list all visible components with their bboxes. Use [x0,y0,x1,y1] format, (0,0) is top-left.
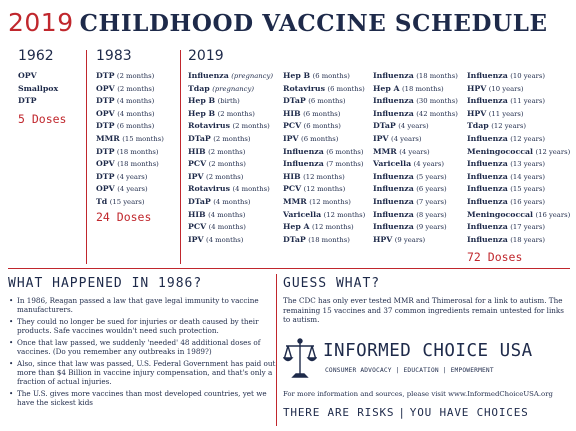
vaccine-item [188,234,273,247]
vaccine-name: HPV [467,83,487,93]
vaccine-name: Influenza [467,171,508,181]
vaccine-name: DTaP [188,133,211,143]
list-2019-col-2 [283,70,365,246]
vaccine-item [283,133,365,146]
vaccine-item [467,171,570,184]
vaccine-name: HIB [283,171,301,181]
vaccine-age: (4 years) [413,160,445,169]
vaccine-age: (4 months) [232,185,270,194]
vaccine-name: DTP [96,121,115,131]
guess-what-heading: GUESS WHAT? [283,276,381,291]
list-1983 [96,70,164,209]
vaccine-age: (11 years) [488,109,524,118]
logo-name: INFORMED CHOICE USA [323,341,533,361]
vaccine-item [373,234,458,247]
vaccine-age: (8 years) [416,210,447,219]
doses-2019: 72 Doses [467,250,523,264]
vaccine-item [467,158,570,171]
vaccine-name: Influenza [373,108,414,118]
vaccine-item [96,196,164,209]
vaccine-name: Hep B [283,71,311,80]
vaccine-name: DTP [96,146,115,156]
vaccine-name: Influenza [188,71,229,80]
vaccine-age: (6 months) [308,97,346,106]
vaccine-age: (18 months) [117,160,159,169]
vaccine-name: OPV [96,159,115,169]
vaccine-age: (18 months) [402,84,444,93]
vaccine-item [188,70,273,83]
vaccine-item [188,221,273,234]
vaccine-item [283,234,365,247]
vaccine-name: Influenza [373,71,414,80]
vaccine-name: IPV [283,133,299,143]
vaccine-item [373,171,458,184]
section-divider [8,268,570,269]
vaccine-age: (9 years) [416,223,447,232]
vaccine-age: (6 years) [416,185,447,194]
vaccine-item [188,158,273,171]
vaccine-item [96,146,164,159]
vaccine-name: HIB [188,146,206,156]
vaccine-item [283,83,365,96]
what-happened-heading: WHAT HAPPENED IN 1986? [8,276,203,291]
vaccine-age: (30 months) [416,97,458,106]
vaccine-name: PCV [283,184,302,194]
vaccine-name: HPV [373,234,393,244]
vaccine-name: OPV [96,83,115,93]
vaccine-item [373,133,458,146]
vaccine-item [283,209,365,222]
vaccine-age: (2 months) [117,84,155,93]
vaccine-age: (4 years) [391,134,422,143]
divider-1983-2019 [180,50,181,264]
vaccine-age: (2 months) [116,72,155,80]
vaccine-item [467,70,570,83]
vaccine-age: (42 months) [416,109,458,118]
vaccine-age: (2 months) [217,109,255,118]
vaccine-age: (6 months) [116,122,155,131]
vaccine-item [373,209,458,222]
vaccine-item [18,83,58,96]
vaccine-age: (4 years) [399,147,430,156]
vaccine-age: (16 years) [510,197,546,206]
vaccine-name: Influenza [283,159,324,169]
vaccine-item [373,108,458,121]
vaccine-age: (18 years) [510,235,546,244]
vaccine-item [283,171,365,184]
title-text: CHILDHOOD VACCINE SCHEDULE [79,10,548,37]
vaccine-name: Influenza [467,133,508,143]
vaccine-item [96,83,164,96]
vaccine-age: (17 years) [510,223,546,232]
vaccine-name: HIB [283,108,301,118]
vaccine-age: (2 months) [206,172,244,181]
divider-bottom [276,274,277,426]
vaccine-age: (2 months) [208,147,246,156]
bullet-item: • They could no longer be sued for injuries or death caused by their products. Safe vaccines wouldn't need such protection. [8,317,280,335]
vaccine-age: (pregnancy) [231,72,273,80]
list-2019-col-4 [467,70,570,246]
vaccine-age: (11 years) [510,97,546,106]
tagline-separator: | [398,406,406,419]
vaccine-item [188,209,273,222]
vaccine-name: HIB [188,209,206,219]
vaccine-age: (4 months) [116,97,155,106]
vaccine-age: (6 months) [303,122,341,131]
heading-2019: 2019 [188,48,224,64]
divider-1962-1983 [86,50,87,264]
vaccine-name: Tdap [467,121,489,131]
vaccine-item [373,83,458,96]
vaccine-name: Rotavirus [188,121,230,131]
vaccine-name: Smallpox [18,83,59,93]
vaccine-name: DTaP [283,234,306,244]
vaccine-name: DTaP [283,96,306,106]
vaccine-age: (pregnancy) [212,84,254,93]
vaccine-name: Influenza [467,222,508,232]
vaccine-item [96,171,164,184]
what-happened-bullets [8,296,280,410]
logo-tagline: CONSUMER ADVOCACY | EDUCATION | EMPOWERMENT [325,367,494,374]
vaccine-name: Influenza [467,184,508,194]
vaccine-age: (12 months) [309,197,351,206]
title-year: 2019 [8,8,74,37]
vaccine-name: Hep B [188,108,216,118]
vaccine-item [96,70,164,83]
vaccine-item [283,158,365,171]
vaccine-item [467,196,570,209]
vaccine-item [188,120,273,133]
vaccine-age: (5 years) [416,172,447,181]
heading-1962: 1962 [18,48,54,64]
vaccine-age: (12 years) [510,134,546,143]
vaccine-age: (6 months) [303,109,341,118]
vaccine-name: Varicella [283,209,322,219]
vaccine-name: Influenza [373,222,414,232]
heading-1983: 1983 [96,48,132,64]
vaccine-item [96,108,164,121]
vaccine-name: Td [96,196,108,206]
vaccine-age: (18 months) [116,147,159,156]
vaccine-item [188,133,273,146]
vaccine-name: Influenza [467,96,508,106]
bottom-tagline [283,406,529,419]
vaccine-name: Tdap [188,83,210,93]
vaccine-item [96,158,164,171]
vaccine-item [373,196,458,209]
vaccine-age: (12 years) [535,147,571,156]
vaccine-name: OPV [96,184,115,194]
vaccine-name: Influenza [373,209,414,219]
vaccine-item [283,120,365,133]
tagline-left: THERE ARE RISKS [283,406,395,419]
vaccine-age: (10 years) [488,84,524,93]
vaccine-age: (15 years) [510,185,546,194]
vaccine-age: (16 years) [535,210,571,219]
vaccine-name: DTaP [188,196,211,206]
vaccine-age: (2 months) [208,160,246,169]
vaccine-item [188,183,273,196]
vaccine-age: (7 years) [416,197,447,206]
bullet-item: • Once that law passed, we suddenly 'needed' 48 additional doses of vaccines. (Do you remember any outbreaks in 1989?) [8,338,280,356]
vaccine-name: Rotavirus [188,184,230,194]
vaccine-item [96,95,164,108]
vaccine-age: (4 months) [208,210,246,219]
vaccine-age: (12 months) [312,223,354,232]
vaccine-age: (15 months) [122,134,164,143]
vaccine-name: Hep A [283,222,310,232]
page-title [8,8,570,41]
vaccine-name: PCV [283,121,302,131]
vaccine-name: OPV [18,71,37,80]
bullet-item: • Also, since that law was passed, U.S. Federal Government has paid out more than $4 Billion in vaccine injury compensation, and that's only a fraction of actual injuries. [8,359,280,386]
vaccine-item [373,70,458,83]
vaccine-item [96,120,164,133]
list-1962 [18,70,58,108]
tagline-right: YOU HAVE CHOICES [409,406,529,419]
vaccine-age: (6 months) [327,84,365,93]
vaccine-item [467,120,570,133]
vaccine-age: (4 months) [206,235,244,244]
vaccine-name: IPV [373,133,389,143]
vaccine-item [373,95,458,108]
informed-choice-logo [283,337,573,391]
vaccine-name: DTP [96,71,115,80]
vaccine-age: (4 months) [208,223,246,232]
vaccine-name: DTaP [373,121,396,131]
vaccine-age: (18 months) [416,72,458,80]
bullet-item: • In 1986, Reagan passed a law that gave legal immunity to vaccine manufacturers. [8,296,280,314]
vaccine-name: DTP [96,171,115,181]
vaccine-item [467,183,570,196]
vaccine-name: OPV [96,108,115,118]
vaccine-item [283,196,365,209]
vaccine-name: MMR [283,196,307,206]
vaccine-item [188,146,273,159]
vaccine-age: (4 months) [117,109,155,118]
vaccine-name: Varicella [373,159,412,169]
vaccine-item [283,183,365,196]
vaccine-name: Influenza [373,196,414,206]
vaccine-item [283,70,365,83]
vaccine-item [188,171,273,184]
vaccine-item [283,146,365,159]
vaccine-item [188,108,273,121]
vaccine-item [467,95,570,108]
vaccine-item [96,183,164,196]
info-link-text[interactable]: For more information and sources, please visit www.InformedChoiceUSA.org [283,390,553,398]
vaccine-name: Rotavirus [283,83,325,93]
vaccine-name: Influenza [467,71,508,80]
vaccine-item [18,70,58,83]
vaccine-name: Hep B [188,96,216,106]
vaccine-name: Influenza [467,234,508,244]
vaccine-age: (15 years) [109,197,145,206]
vaccine-age: (12 years) [491,122,527,131]
vaccine-item [467,108,570,121]
vaccine-age: (7 months) [326,160,364,169]
doses-1983: 24 Doses [96,210,152,224]
vaccine-item [467,83,570,96]
vaccine-name: MMR [373,146,397,156]
vaccine-age: (12 months) [303,185,346,194]
vaccine-age: (4 years) [398,122,429,131]
vaccine-item [467,221,570,234]
vaccine-name: MMR [96,133,120,143]
vaccine-item [467,133,570,146]
vaccine-item [373,146,458,159]
vaccine-item [188,196,273,209]
doses-1962: 5 Doses [18,112,67,126]
list-2019-col-3 [373,70,458,246]
vaccine-item [373,158,458,171]
vaccine-age: (2 months) [232,122,270,131]
vaccine-name: DTP [96,96,115,106]
vaccine-name: Influenza [373,184,414,194]
vaccine-age: (14 years) [510,172,546,181]
vaccine-item [283,95,365,108]
bullet-item: • The U.S. gives more vaccines than most developed countries, yet we have the sickest kids [8,389,280,407]
vaccine-item [373,221,458,234]
vaccine-name: IPV [188,234,204,244]
vaccine-age: (18 months) [308,235,350,244]
vaccine-item [373,120,458,133]
vaccine-name: Influenza [283,146,324,156]
vaccine-age: (birth) [217,97,240,106]
vaccine-item [467,209,570,222]
vaccine-item [283,221,365,234]
vaccine-age: (4 years) [116,172,148,181]
vaccine-name: IPV [188,171,204,181]
vaccine-age: (4 years) [117,185,148,194]
vaccine-age: (12 months) [303,172,345,181]
vaccine-item [188,83,273,96]
vaccine-name: Influenza [373,171,414,181]
vaccine-name: PCV [188,159,207,169]
vaccine-item [283,108,365,121]
vaccine-item [96,133,164,146]
list-2019-col-1 [188,70,273,246]
vaccine-name: Influenza [373,96,414,106]
vaccine-age: (9 years) [394,235,426,244]
scales-of-justice-icon [283,337,317,381]
vaccine-item [373,183,458,196]
vaccine-age: (10 years) [510,72,546,80]
vaccine-age: (13 years) [510,160,546,169]
vaccine-name: HPV [467,108,487,118]
vaccine-age: (6 months) [301,134,339,143]
vaccine-name: Influenza [467,159,508,169]
vaccine-name: Meningococcal [467,209,533,219]
vaccine-age: (6 months) [326,147,364,156]
vaccine-age: (12 months) [323,210,366,219]
vaccine-name: Influenza [467,196,508,206]
vaccine-name: Hep A [373,83,400,93]
vaccine-item [467,146,570,159]
vaccine-age: (6 months) [312,72,350,80]
vaccine-name: Meningococcal [467,146,533,156]
vaccine-age: (4 months) [213,197,251,206]
vaccine-item [18,95,58,108]
vaccine-item [188,95,273,108]
vaccine-name: PCV [188,222,207,232]
vaccine-name: DTP [18,96,37,106]
vaccine-age: (2 months) [213,134,251,143]
guess-what-text: The CDC has only ever tested MMR and Thimerosal for a link to autism. The remaining 15 vaccines and 37 common ingredients remain untested for links to autism. [283,296,564,324]
vaccine-item [467,234,570,247]
